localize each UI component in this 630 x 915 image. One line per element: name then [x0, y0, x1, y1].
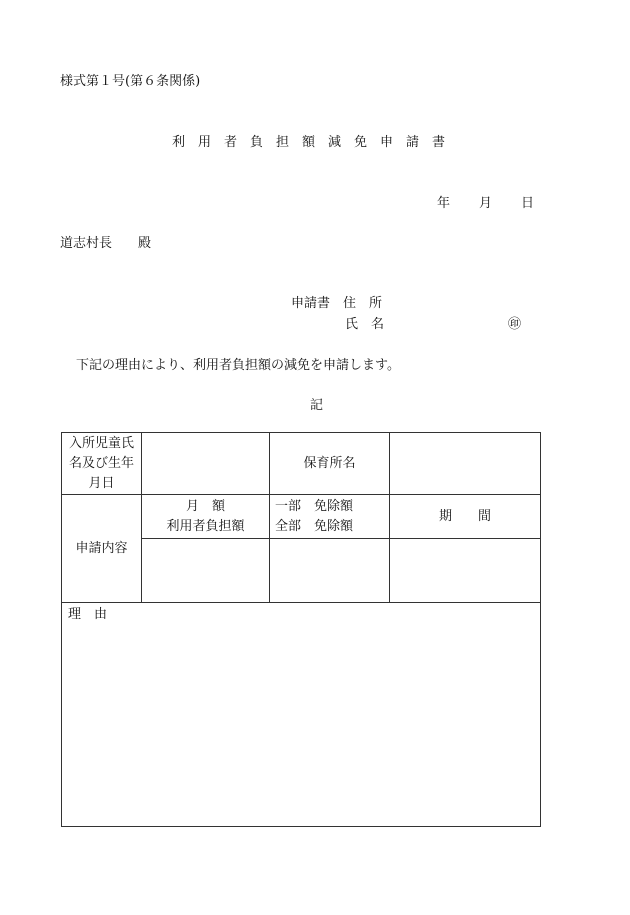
form-number: 様式第１号(第６条関係) — [60, 74, 201, 89]
date-year-label: 年 — [437, 196, 451, 211]
addressee: 道志村長 殿 — [60, 236, 152, 251]
application-form-table — [61, 432, 541, 827]
request-statement: 下記の理由により、利用者負担額の減免を申請します。 — [76, 358, 400, 373]
exemption-label-line2: 全部 免除額 — [275, 518, 354, 534]
child-label-line1: 入所児童氏 — [68, 435, 134, 451]
nursery-field[interactable] — [390, 433, 541, 495]
monthly-label-line2: 利用者負担額 — [166, 518, 245, 534]
child-info-field[interactable] — [142, 433, 270, 495]
document-title: 利 用 者 負 担 額 減 免 申 請 書 — [172, 135, 446, 150]
application-content-label: 申請内容 — [62, 495, 142, 603]
applicant-address-label: 申請書 住 所 — [291, 296, 383, 311]
child-info-label-cell — [62, 433, 142, 495]
monthly-label-line1: 月 額 — [185, 498, 225, 514]
exemption-header — [270, 495, 390, 539]
exemption-label-line1: 一部 免除額 — [275, 498, 354, 514]
child-label-line2: 名及び生年 — [68, 455, 134, 471]
ki-label: 記 — [310, 398, 324, 413]
date-month-label: 月 — [479, 196, 493, 211]
seal-mark: ㊞ — [508, 317, 522, 332]
period-header: 期 間 — [390, 495, 541, 539]
applicant-name-label: 氏 名 — [345, 317, 385, 332]
nursery-label: 保育所名 — [270, 433, 390, 495]
reason-field[interactable] — [62, 603, 541, 827]
child-label-line3: 月日 — [88, 475, 115, 491]
exemption-field[interactable] — [270, 539, 390, 603]
date-day-label: 日 — [521, 196, 535, 211]
period-field[interactable] — [390, 539, 541, 603]
reason-label: 理 由 — [68, 607, 108, 622]
monthly-burden-header — [142, 495, 270, 539]
date-line — [437, 192, 534, 211]
monthly-burden-field[interactable] — [142, 539, 270, 603]
